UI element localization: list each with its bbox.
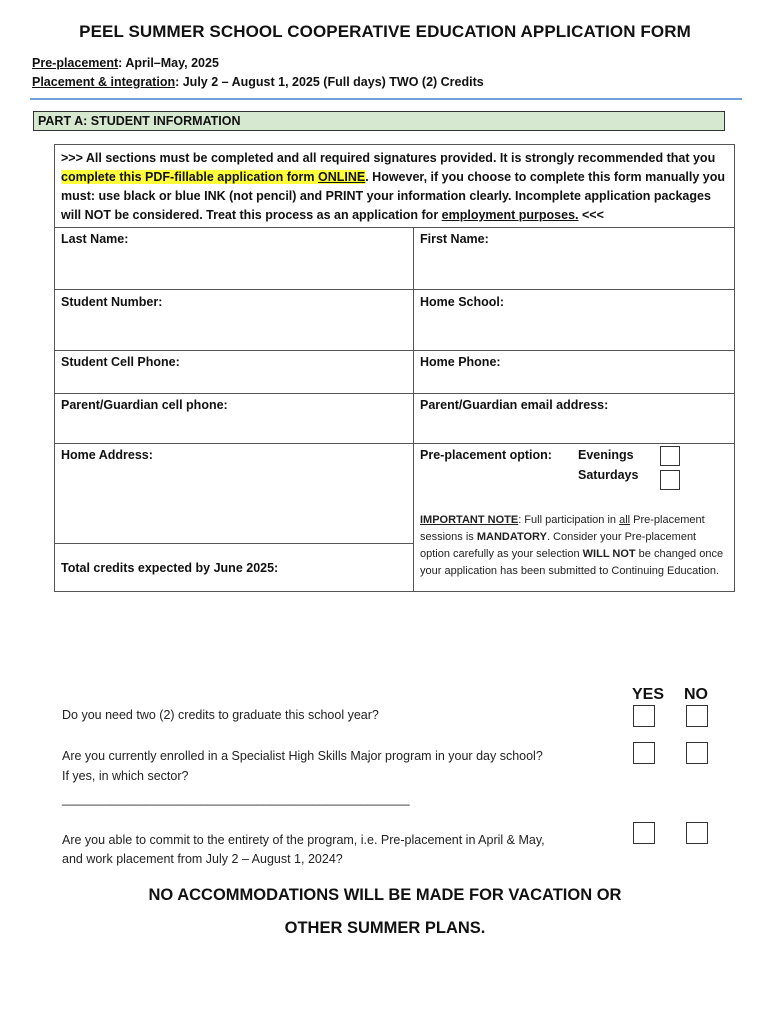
q1-yes-checkbox[interactable] bbox=[633, 705, 655, 727]
placement-label: Placement & integration bbox=[32, 75, 176, 89]
sector-blank[interactable]: __________________________________________________ bbox=[62, 792, 410, 806]
parent-email-label: Parent/Guardian email address: bbox=[420, 398, 609, 412]
intro-employment: employment purposes. bbox=[441, 208, 579, 222]
form-title: PEEL SUMMER SCHOOL COOPERATIVE EDUCATION APPLICATION FORM bbox=[79, 22, 691, 41]
parent-cell-label: Parent/Guardian cell phone: bbox=[61, 398, 228, 412]
home-school-field[interactable] bbox=[414, 290, 735, 351]
question-3 bbox=[62, 831, 545, 869]
home-phone-label: Home Phone: bbox=[420, 355, 501, 369]
first-name-label: First Name: bbox=[420, 232, 489, 246]
total-credits-label: Total credits expected by June 2025: bbox=[61, 560, 279, 575]
note-will-not: WILL NOT bbox=[582, 548, 636, 560]
note-mandatory: MANDATORY bbox=[476, 531, 547, 543]
total-credits-field[interactable] bbox=[55, 544, 414, 592]
saturdays-checkbox[interactable] bbox=[660, 470, 680, 490]
last-name-field[interactable] bbox=[55, 228, 414, 290]
student-info-table bbox=[54, 144, 735, 592]
no-header: NO bbox=[684, 686, 708, 703]
note-text-3: . Consider your Pre-placement option carefully as your selection bbox=[420, 531, 697, 560]
intro-text-1: >>> All sections must be completed and all required signatures provided. It is strongly recommended that you bbox=[61, 151, 716, 165]
question-2-line-1: Are you currently enrolled in a Specialist High Skills Major program in your day school? bbox=[62, 749, 543, 763]
intro-text-2: . However, if you choose to complete this form manually you must: use black or blue INK (not pencil) and PRINT your information clearly. Incomplete application packages will NOT be considered. Treat this process as an application for bbox=[61, 170, 726, 222]
home-phone-field[interactable] bbox=[414, 351, 735, 394]
note-all: all bbox=[619, 514, 631, 526]
preplacement-value: : April–May, 2025 bbox=[118, 56, 219, 70]
cell-phone-label: Student Cell Phone: bbox=[61, 355, 180, 369]
cell-phone-field[interactable] bbox=[55, 351, 414, 394]
saturdays-label: Saturdays bbox=[578, 468, 639, 482]
intro-highlight bbox=[61, 170, 365, 184]
question-1: Do you need two (2) credits to graduate this school year? bbox=[62, 708, 379, 722]
evenings-label: Evenings bbox=[578, 448, 634, 462]
home-school-label: Home School: bbox=[420, 295, 505, 309]
important-note bbox=[420, 512, 728, 580]
q2-yes-checkbox[interactable] bbox=[633, 742, 655, 764]
part-a-heading: PART A: STUDENT INFORMATION bbox=[33, 111, 725, 131]
placement-dates bbox=[32, 75, 484, 89]
header-divider bbox=[30, 98, 742, 100]
question-3-line-1: Are you able to commit to the entirety of the program, i.e. Pre-placement in April & May, bbox=[62, 833, 545, 847]
first-name-field[interactable] bbox=[414, 228, 735, 290]
preplacement-dates bbox=[32, 56, 219, 70]
preplacement-label: Pre-placement bbox=[32, 56, 119, 70]
preplacement-option-label: Pre-placement option: bbox=[420, 448, 552, 462]
student-number-field[interactable] bbox=[55, 290, 414, 351]
note-text-2: Pre-placement sessions is bbox=[420, 514, 705, 543]
intro-online: ONLINE bbox=[317, 170, 366, 184]
q2-no-checkbox[interactable] bbox=[686, 742, 708, 764]
note-label: IMPORTANT NOTE bbox=[420, 514, 519, 526]
last-name-label: Last Name: bbox=[61, 232, 129, 246]
question-2-line-2: If yes, in which sector? bbox=[62, 769, 189, 783]
question-2 bbox=[62, 747, 543, 809]
q3-yes-checkbox[interactable] bbox=[633, 822, 655, 844]
q3-no-checkbox[interactable] bbox=[686, 822, 708, 844]
warning-line-1: NO ACCOMMODATIONS WILL BE MADE FOR VACATION OR bbox=[148, 886, 622, 904]
note-text-4: be changed once your application has been submitted to Continuing Education. bbox=[420, 548, 724, 577]
evenings-checkbox[interactable] bbox=[660, 446, 680, 466]
intro-highlight-text: complete this PDF-fillable application form bbox=[61, 170, 318, 184]
preplacement-option-cell bbox=[414, 444, 735, 592]
parent-cell-field[interactable] bbox=[55, 394, 414, 444]
home-address-label: Home Address: bbox=[61, 448, 153, 462]
question-3-line-2: and work placement from July 2 – August 1, 2024? bbox=[62, 852, 343, 866]
placement-value: : July 2 – August 1, 2025 (Full days) TWO (2) Credits bbox=[175, 75, 484, 89]
note-text-1: : Full participation in bbox=[518, 514, 620, 526]
student-number-label: Student Number: bbox=[61, 295, 163, 309]
intro-text-3: <<< bbox=[578, 208, 604, 222]
parent-email-field[interactable] bbox=[414, 394, 735, 444]
q1-no-checkbox[interactable] bbox=[686, 705, 708, 727]
instructions bbox=[55, 145, 735, 228]
home-address-field[interactable] bbox=[55, 444, 414, 544]
warning-line-2: OTHER SUMMER PLANS. bbox=[284, 919, 486, 937]
yes-header: YES bbox=[632, 686, 665, 703]
